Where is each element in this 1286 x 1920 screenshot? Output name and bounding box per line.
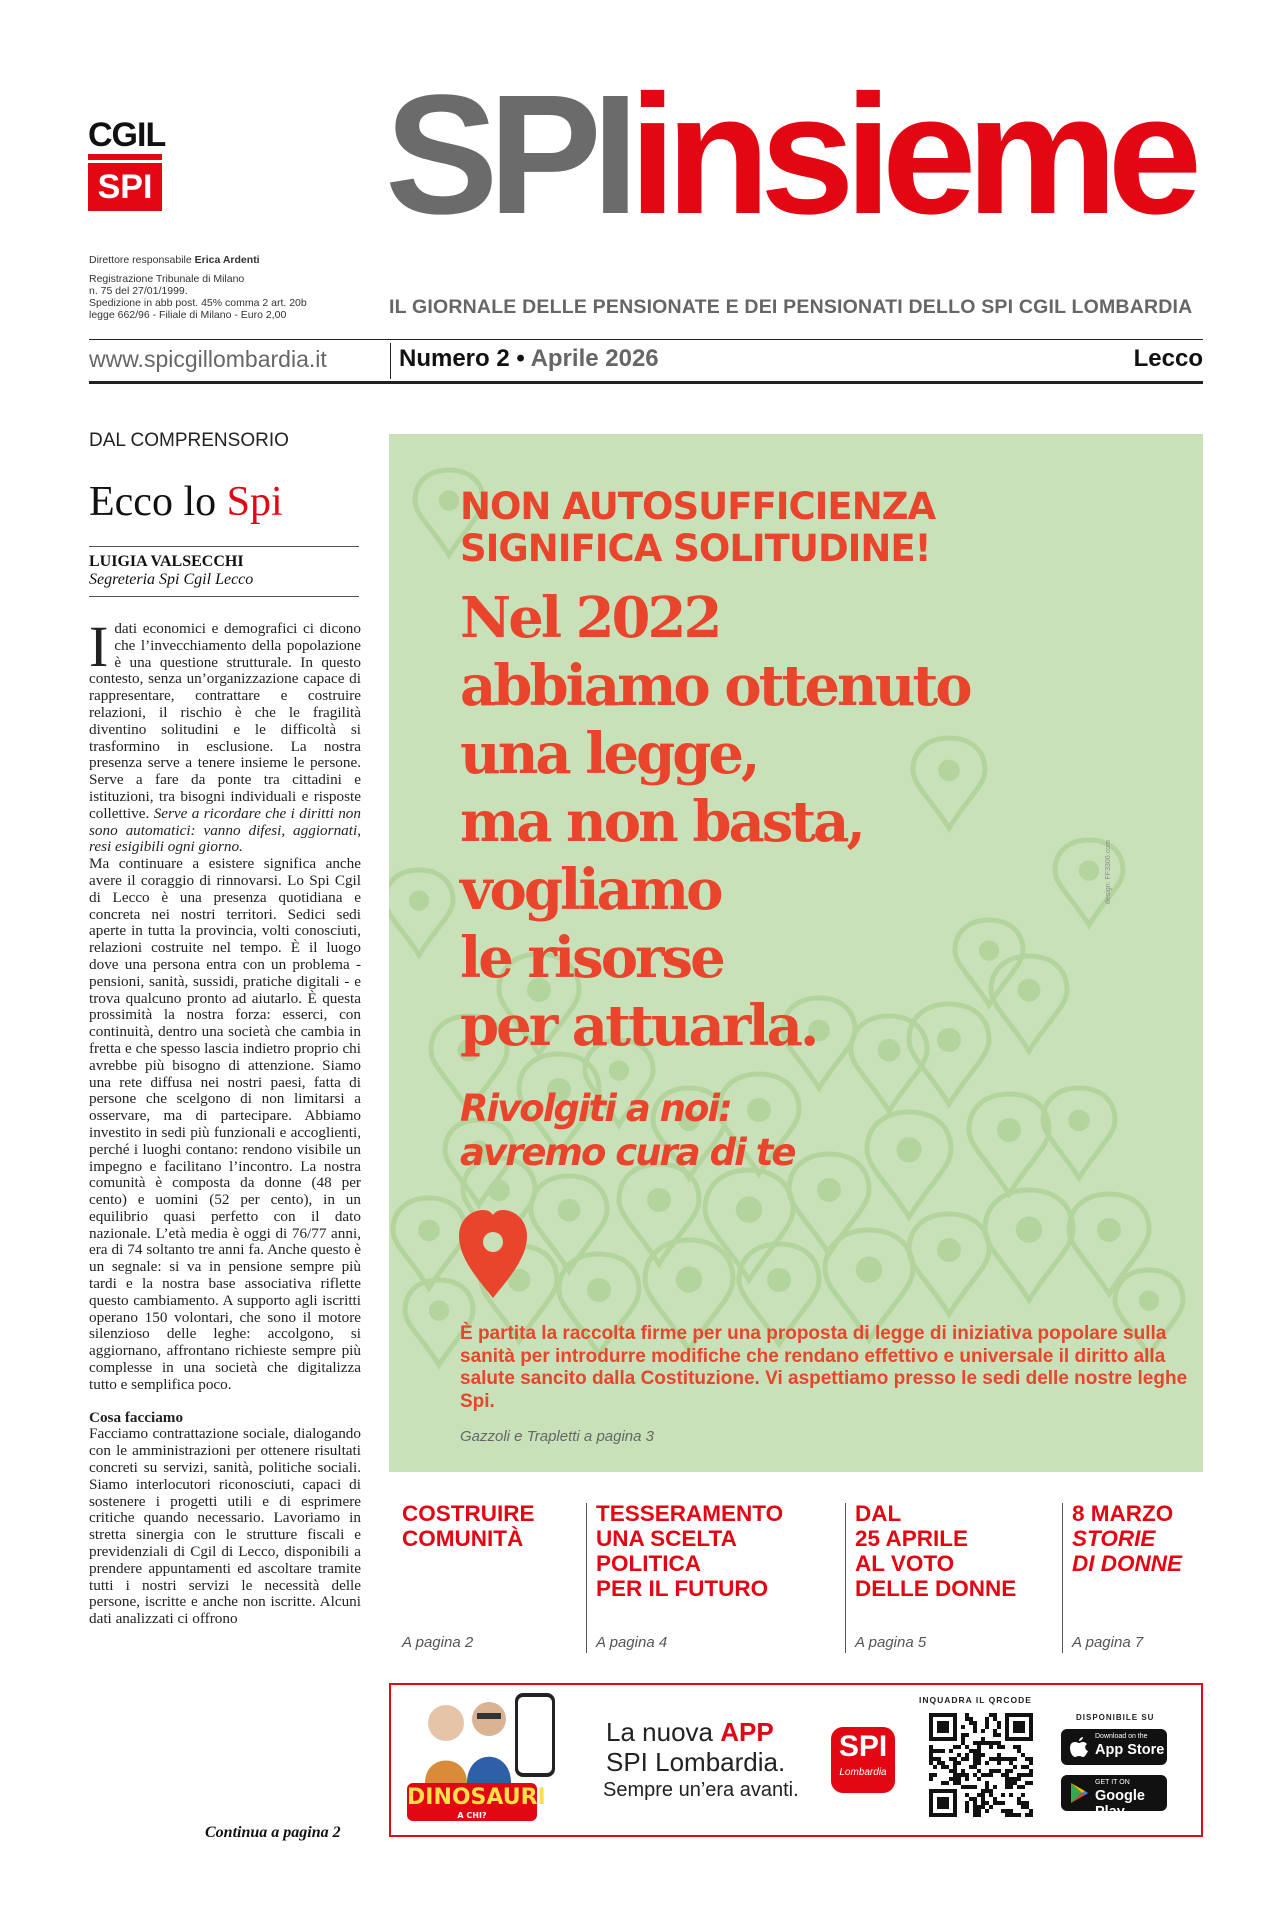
heart-pin-icon [457, 1208, 529, 1300]
teaser-8-marzo[interactable]: 8 MARZO STORIE DI DONNE [1072, 1501, 1183, 1576]
teaser-page-ref: A pagina 2 [402, 1634, 474, 1651]
issue-number: Numero 2 [399, 345, 510, 372]
article-title: Ecco lo Spi [89, 479, 283, 525]
teaser-tesseramento[interactable]: TESSERAMENTO UNA SCELTA POLITICA PER IL FUTURO [596, 1501, 784, 1601]
qr-label: INQUADRA IL QRCODE [919, 1695, 1032, 1705]
poster-page-ref: Gazzoli e Trapletti a pagina 3 [460, 1428, 654, 1445]
poster-footer-text: È partita la raccolta firme per una proposta di legge di iniziativa popolare sulla sanità per introdurre modifiche che rendano effettivo e universale il diritto alla salute sancito dalla Costituzione. Vi aspettiamo presso le sedi delle nostre leghe Spi. [460, 1323, 1188, 1412]
design-credit: design: FF3300.com [1105, 840, 1112, 904]
title-insieme: insieme [629, 60, 1193, 250]
app-slogan: Sempre un’era avanti. [603, 1779, 799, 1801]
director-name: Erica Ardenti [194, 254, 260, 266]
cgil-spi-logo [88, 116, 166, 218]
teaser-page-ref: A pagina 7 [1072, 1634, 1144, 1651]
teaser-25-aprile[interactable]: DAL 25 APRILE AL VOTO DELLE DONNE [855, 1501, 1017, 1601]
poster-main-text: Nel 2022 abbiamo ottenuto una legge, ma non basta, vogliamo le risorse per attuarla. [460, 585, 970, 1059]
article-subhead: Cosa facciamo [89, 1408, 184, 1426]
app-store-button[interactable]: Download on the App Store [1061, 1729, 1167, 1765]
dinosauri-logo: DINOSAURI A CHI? [407, 1785, 546, 1820]
teaser-page-ref: A pagina 5 [855, 1634, 927, 1651]
google-play-icon [1069, 1782, 1089, 1804]
poster-headline: NON AUTOSUFFICIENZA SIGNIFICA SOLITUDINE! [460, 485, 936, 570]
available-on-label: DISPONIBILE SU [1076, 1713, 1155, 1722]
google-play-button[interactable]: GET IT ON Google Play [1061, 1775, 1167, 1811]
website-link[interactable]: www.spicgillombardia.it [89, 346, 327, 372]
section-label: DAL COMPRENSORIO [89, 430, 289, 451]
dropcap: I [89, 614, 109, 679]
divider [89, 339, 1203, 340]
app-promo-line2: SPI Lombardia. [606, 1747, 786, 1777]
newspaper-title [385, 60, 1193, 250]
qr-code[interactable] [929, 1713, 1033, 1817]
author-role: Segreteria Spi Cgil Lecco [89, 571, 254, 588]
cgil-logo-text: CGIL [88, 116, 166, 154]
campaign-poster [389, 434, 1203, 1472]
people-illustration [411, 1693, 531, 1783]
app-promo-line1: La nuova APP [606, 1717, 774, 1747]
edition-city: Lecco [1133, 345, 1203, 372]
divider [89, 381, 1203, 384]
divider [390, 343, 391, 379]
app-banner[interactable] [389, 1683, 1203, 1837]
phone-mockup [515, 1693, 555, 1777]
poster-call-to-action: Rivolgiti a noi: avremo cura di te [460, 1087, 795, 1174]
continue-link[interactable]: Continua a pagina 2 [205, 1824, 341, 1841]
spi-lombardia-logo: SPI Lombardia [831, 1727, 895, 1793]
teaser-costruire[interactable]: COSTRUIRE COMUNITÀ [402, 1501, 535, 1551]
issue-date: Aprile 2026 [530, 345, 659, 372]
spi-logo-text: SPI [88, 163, 162, 211]
title-spi: SPI [385, 60, 630, 250]
legal-info: Direttore responsabile Erica Ardenti Registrazione Tribunale di Milano n. 75 del 27/01/1999. Spedizione in abb post. 45% comma 2 art. 20b legge 662/96 - Filiale di Milano - Euro 2,00 [89, 254, 307, 321]
issue-info: Numero 2 • Aprile 2026 [399, 345, 659, 372]
article-body: I dati economici e demografici ci dicono che l’invecchiamento della popolazione è una questione strutturale. In questo contesto, senza un’organizzazione capace di rappresentare, contrattare e costruire relazioni, il rischio è che le fragilità diventino solitudini e le difficoltà si trasformino in esclusione. La nostra presenza serve a tenere insieme le persone. Serve a fare da ponte tra cittadini e istituzioni, tra bisogni individuali e risposte collettive. Serve a ricordare che i diritti non sono automatici: vanno difesi, aggiornati, resi esigibili ogni giorno. Ma continuare a esistere significa anche avere il coraggio di rinnovarsi. Lo Spi Cgil di Lecco è una presenza quotidiana e concreta nei nostri territori. Sedici sedi aperte in tutta la provincia, volti conosciuti, relazioni costruite nel tempo. È il luogo dove una persona entra con un problema - pensioni, sanità, sussidi, pratiche digitali - e trova qualcuno pronto ad aiutarlo. È questa prossimità la nostra forza: esserci, con continuità, dentro una società che cambia in fretta e che spesso lascia indietro proprio chi avrebbe più bisogno di attenzione. Siamo una rete diffusa nei nostri paesi, fatta di persone che scelgono di non limitarsi a osservare, ma di partecipare. Abbiamo investito in sedi più funzionali e accoglienti, perché i luoghi contano: rendono visibile un impegno e facilitano l’incontro. La nostra comunità è composta da donne (48 per cento) e uomini (52 per cento), in un equilibrio quasi perfetto con il dato nazionale. L’età media è oggi di 76/77 anni, era di 74 soltanto tre anni fa. Anche questo è un segnale: si va in pensione sempre più tardi e la nostra base associativa riflette questo cambiamento. A supporto agli iscritti operano 150 volontari, che sono il motore silenzioso delle leghe: accolgono, si aggiornano, affrontano richieste sempre più complesse in una società che digitalizza tutto e semplifica poco. Cosa facciamo Facciamo contrattazione sociale, dialogando con le amministrazioni per ottenere risultati concreti su servizi, sanità, politiche sociali. Siamo interlocutori riconosciuti, capaci di sostenere i progetti utili e di esprimere critiche quando necessario. Lavoriamo in stretta sinergia con le strutture fiscali e previdenziali di Cgil di Lecco, disponibili a prendere appuntamenti ed ascoltare tramite tutti i nostri servizi le necessità delle persone, iscritte e anche non iscritte. Alcuni dati analizzati ci offrono [89, 614, 361, 1628]
teaser-page-ref: A pagina 4 [596, 1634, 668, 1651]
newspaper-subtitle: IL GIORNALE DELLE PENSIONATE E DEI PENSIONATI DELLO SPI CGIL LOMBARDIA [389, 296, 1193, 318]
apple-icon [1069, 1736, 1089, 1758]
article-author: LUIGIA VALSECCHI [89, 553, 244, 570]
